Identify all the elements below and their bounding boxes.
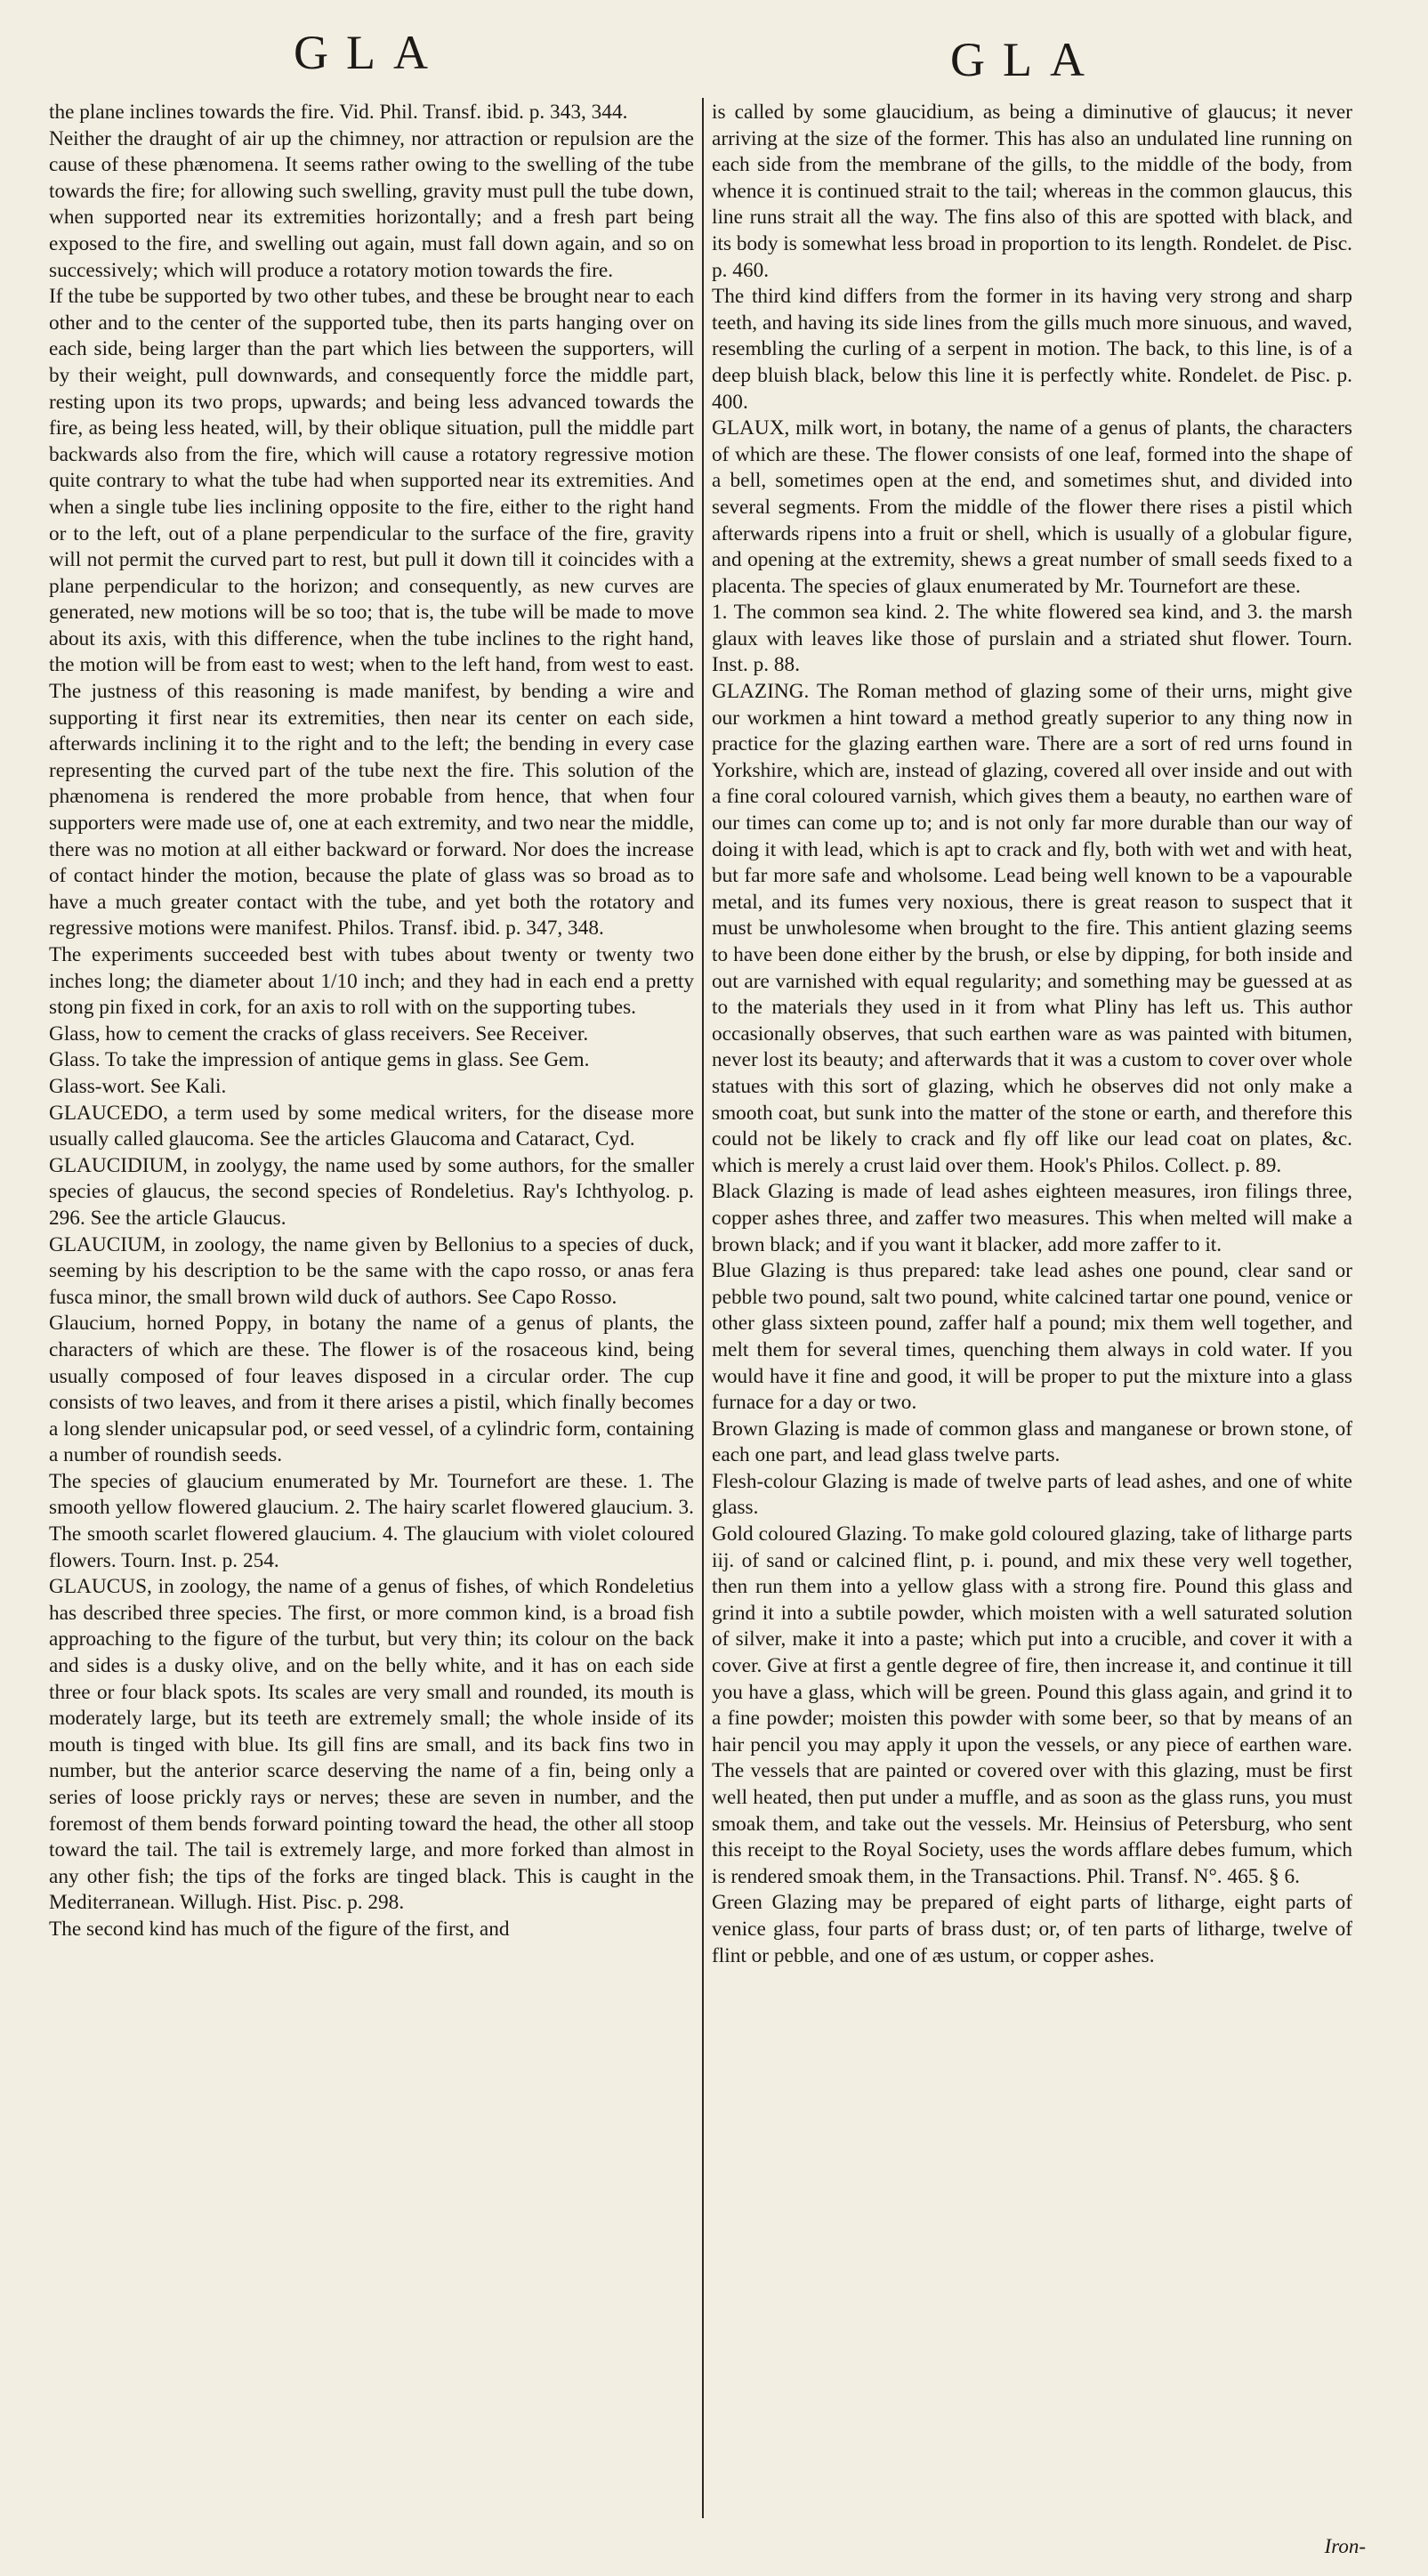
entry-glaucidium: GLAUCIDIUM, in zoolygy, the name used by some authors, for the smaller species of glaucus, the second species of Rondeletius. Ray's Ichthyolog. p. 296. See the article Glaucus. bbox=[49, 1153, 694, 1230]
entry-flesh-glazing: Flesh-colour Glazing is made of twelve parts of lead ashes, and one of white glass. bbox=[712, 1469, 1352, 1520]
paragraph: The second kind has much of the figure of the first, and bbox=[49, 1917, 510, 1941]
entry-black-glazing: Black Glazing is made of lead ashes eighteen measures, iron filings three, copper ashes three, and zaffer two measures. This when melted will make a brown black; and if you want it blacker, add more zaffer to it. bbox=[712, 1180, 1352, 1256]
entry-glaucedo: GLAUCEDO, a term used by some medical writers, for the disease more usually called glaucoma. See the articles Glaucoma and Cataract, Cyd. bbox=[49, 1101, 694, 1151]
paragraph: 1. The common sea kind. 2. The white flowered sea kind, and 3. the marsh glaux with leaves like those of purslain and a striated shut flower. Tourn. Inst. p. 88. bbox=[712, 601, 1352, 677]
running-head-right: GLA bbox=[950, 33, 1102, 86]
entry-glass-wort: Glass-wort. See Kali. bbox=[49, 1074, 227, 1098]
entry-brown-glazing: Brown Glazing is made of common glass and manganese or brown stone, of each one part, and lead glass twelve parts. bbox=[712, 1417, 1352, 1467]
running-head-left: GLA bbox=[294, 26, 446, 79]
paragraph: If the tube be supported by two other tubes, and these be brought near to each other and to the center of the supported tube, then its parts hanging over on each side, being larger than the part which lies between the supporters, will by their weight, pull downwards, and consequently force the middle part, resting upon its two props, upwards; and being less advanced towards the fire, as being less heated, will, by their oblique situation, pull the middle part backwards also from the fire, which will cause a rotatory regressive motion quite contrary to what the tube had when supported near its extremities. And when a single tube lies inclining opposite to the fire, either to the right hand or to the left, out of a plane perpendicular to the surface of the fire, gravity will not permit the curved part to rest, but pull it down till it coincides with a plane perpendicular to the horizon; and consequently, as new curves are generated, new motions will be so too; that is, the tube will be made to move about its axis, with this difference, when the tube inclines to the right hand, the motion will be from east to west; when to the left hand, from west to east. The justness of this reasoning is made manifest, by bending a wire and supporting it first near its extremities, then near its center on each side, afterwards inclining it to the right and to the left; the bending in every case representing the curved part of the tube next the fire. This solution of the phænomena is rendered the more probable from hence, that when four supporters were made use of, one at each extremity, and two near the middle, there was no motion at all either backward or forward. Nor does the increase of contact hinder the motion, because the plate of glass was so broad as to have a much greater contact with the tube, and yet both the rotatory and regressive motions were manifest. Philos. Transf. ibid. p. 347, 348. bbox=[49, 285, 694, 941]
left-column bbox=[49, 100, 694, 1943]
entry-glaucium-duck: GLAUCIUM, in zoology, the name given by Bellonius to a species of duck, seeming by his description to be the same with the capo rosso, or anas fera fusca minor, the small brown wild duck of authors. See Capo Rosso. bbox=[49, 1232, 694, 1309]
paragraph: The species of glaucium enumerated by Mr. Tournefort are these. 1. The smooth yellow flowered glaucium. 2. The hairy scarlet flowered glaucium. 3. The smooth scarlet flowered glaucium. 4. The glaucium with violet coloured flowers. Tourn. Inst. p. 254. bbox=[49, 1469, 694, 1572]
paragraph: The third kind differs from the former in its having very strong and sharp teeth, and having its side lines from the gills much more sinuous, and waved, resembling the curling of a serpent in motion. The back, to this line, is of a deep bluish black, below this line it is perfectly white. Rondelet. de Pisc. p. 400. bbox=[712, 285, 1352, 414]
catchword: Iron- bbox=[1324, 2535, 1366, 2557]
entry-green-glazing: Green Glazing may be prepared of eight parts of litharge, eight parts of venice glass, four parts of brass dust; or, of ten parts of litharge, twelve of flint or pebble, and one of æs ustum, or copper ashes. bbox=[712, 1891, 1352, 1967]
entry-glaucus: GLAUCUS, in zoology, the name of a genus of fishes, of which Rondeletius has described three species. The first, or more common kind, is a broad fish approaching to the figure of the turbut, but very thin; its colour on the back and sides is a dusky olive, and on the belly white, and it has on each side three or four black spots. Its scales are very small and rounded, its mouth is moderately large, but its teeth are extremely small; the whole inside of its mouth is tinged with blue. Its gill fins are small, and its back fins two in number, but the anterior scarce deserving the name of a fin, being only a series of loose prickly rays or nerves; these are seven in number, and the foremost of them bends forward pointing toward the head, the other all stoop toward the tail. The tail is extremely large, and more forked than almost in any other fish; the tips of the forks are tinged black. This is caught in the Mediterranean. Willugh. Hist. Pisc. p. 298. bbox=[49, 1575, 694, 1915]
entry-gold-glazing: Gold coloured Glazing. To make gold coloured glazing, take of litharge parts iij. of sand or calcined flint, p. i. pound, and mix these very well together, then run them into a yellow glass with a strong fire. Pound this glass and grind it into a subtile powder, which moisten with a well saturated solution of silver, make it into a paste; which put into a crucible, and cover it with a cover. Give at first a gentle degree of fire, then increase it, and continue it till you have a glass, which will be green. Pound this glass again, and grind it to a fine powder; moisten this powder with some beer, so that by means of an hair pencil you may apply it upon the vessels, or any piece of earthen ware. The vessels that are painted or covered over with this glazing, must be first well heated, then put under a muffle, and as soon as the glass runs, you must smoak them, and take out the vessels. Mr. Heinsius of Petersburg, who sent this receipt to the Royal Society, uses the words afflare debes fumum, which is rendered smoak them, in the Transactions. Phil. Transf. N°. 465. § 6. bbox=[712, 1522, 1352, 1888]
entry-glazing: GLAZING. The Roman method of glazing some of their urns, might give our workmen a hint toward a method greatly superior to any thing now in practice for the glazing earthen ware. There are a sort of red urns found in Yorkshire, which are, instead of glazing, covered all over inside and out with a fine coral coloured varnish, which gives them a beauty, no earthen ware of our times can come up to; and is not only far more durable than our way of doing it with lead, which is apt to crack and fly, both with wet and with heat, but far more safe and wholsome. Lead being well known to be a vapourable metal, and its fumes very noxious, there is great reason to suspect that it must be unwholesome when brought to the fire. This antient glazing seems to have been done either by the brush, or else by dipping, for both inside and out are varnished with equal regularity; and something may be guessed at as to the materials they used in it from what Pliny has left us. This author occasionally observes, that such earthen ware as was painted with bitumen, never lost its beauty; and afterwards that it was a custom to cover over whole statues with this sort of glazing, which he observes did not only make a smooth coat, but sunk into the matter of the stone or earth, and therefore this could not be likely to crack and fly off like our lead coat on plates, &c. which is merely a crust laid over them. Hook's Philos. Collect. p. 89. bbox=[712, 680, 1352, 1177]
paragraph: the plane inclines towards the fire. Vid. Phil. Transf. ibid. p. 343, 344. bbox=[49, 101, 628, 124]
column-rule bbox=[702, 98, 704, 2518]
paragraph: The experiments succeeded best with tubes about twenty or twenty two inches long; the diameter about 1/10 inch; and they had in each end a pretty stong pin fixed in cork, for an axis to roll with on the supporting tubes. bbox=[49, 943, 694, 1020]
paragraph: Neither the draught of air up the chimney, nor attraction or repulsion are the cause of these phænomena. It seems rather owing to the swelling of the tube towards the fire; for allowing such swelling, gravity must pull the tube down, when supported near its extremities horizontally; and a fresh part being exposed to the fire, and swelling out again, must fall down again, and so on successively; which will produce a rotatory motion towards the fire. bbox=[49, 126, 694, 282]
entry-glaucium-poppy: Glaucium, horned Poppy, in botany the name of a genus of plants, the characters of which are these. The flower is of the rosaceous kind, being usually composed of four leaves disposed in a circular order. The cup consists of two leaves, and from it there arises a pistil, which finally becomes a long slender unicapsular pod, or seed vessel, of a cylindric form, containing a number of roundish seeds. bbox=[49, 1312, 694, 1467]
entry-glass-cement: Glass, how to cement the cracks of glass receivers. See Receiver. bbox=[49, 1022, 589, 1046]
right-column bbox=[712, 100, 1352, 1969]
entry-glaux: GLAUX, milk wort, in botany, the name of a genus of plants, the characters of which are these. The flower consists of one leaf, formed into the shape of a bell, sometimes open at the end, and sometimes shut, and divided into several segments. From the middle of the flower there rises a pistil which afterwards ripens into a fruit or shell, which is usually of a globular figure, and opening at the extremity, shews a great number of small seeds fixed to a placenta. The species of glaux enumerated by Mr. Tournefort are these. bbox=[712, 416, 1352, 598]
entry-blue-glazing: Blue Glazing is thus prepared: take lead ashes one pound, clear sand or pebble two pound, salt two pound, white calcined tartar one pound, venice or other glass sixteen pound, zaffer half a pound; mix them well together, and melt them for several times, quenching them always in cold water. If you would have it fine and good, it will be proper to put the mixture into a glass furnace for a day or two. bbox=[712, 1259, 1352, 1415]
paragraph: is called by some glaucidium, as being a diminutive of glaucus; it never arriving at the size of the former. This has also an undulated line running on each side from the membrane of the gills, to the middle of the body, from whence it is continued strait to the tail; whereas in the common glaucus, this line runs strait all the way. The fins also of this are spotted with black, and its body is somewhat less broad in proportion to its length. Rondelet. de Pisc. p. 460. bbox=[712, 101, 1352, 282]
entry-glass-gems: Glass. To take the impression of antique gems in glass. See Gem. bbox=[49, 1048, 590, 1072]
